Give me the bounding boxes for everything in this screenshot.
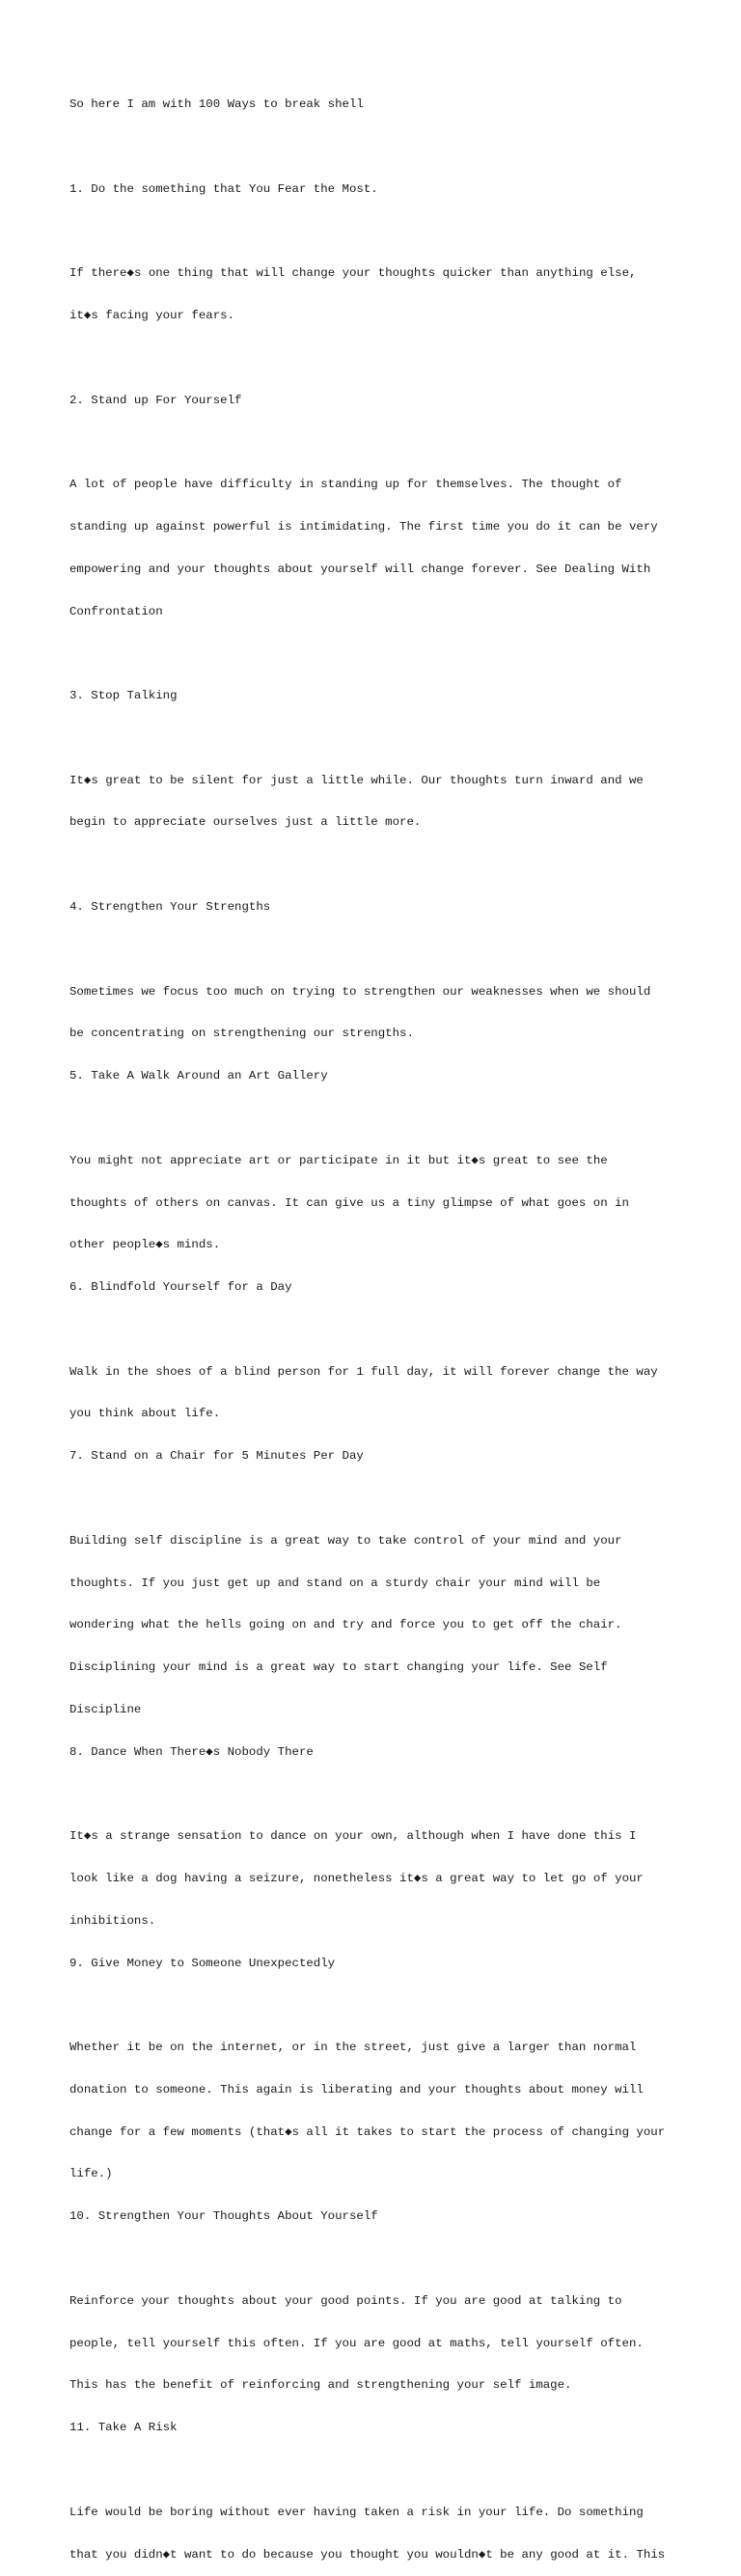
section-heading-6: 6. Blindfold Yourself for a Day <box>69 1280 292 1295</box>
paragraph-line: Life would be boring without ever having taken a risk in your life. Do something <box>69 2505 644 2519</box>
paragraph-line: Building self discipline is a great way to take control of your mind and your <box>69 1533 622 1548</box>
paragraph-line: it◆s facing your fears. <box>69 309 235 323</box>
paragraph-line: standing up against powerful is intimidating. The first time you do it can be very <box>69 520 658 534</box>
paragraph-line: You might not appreciate art or participate in it but it◆s great to see the <box>69 1153 608 1167</box>
section-heading-1: 1. Do the something that You Fear the Most. <box>69 181 378 196</box>
blank-line <box>69 351 687 366</box>
section-heading-11: 11. Take A Risk <box>69 2421 178 2435</box>
blank-line <box>69 225 687 239</box>
blank-line <box>69 858 687 872</box>
paragraph-line: begin to appreciate ourselves just a little more. <box>69 815 422 830</box>
paragraph-line: other people◆s minds. <box>69 1238 221 1252</box>
paragraph-line: change for a few moments (that◆s all it takes to start the process of changing your <box>69 2124 666 2139</box>
paragraph-line: inhibitions. <box>69 1913 156 1928</box>
paragraph-line: thoughts of others on canvas. It can give us a tiny glimpse of what goes on in <box>69 1195 629 1210</box>
document-title: So here I am with 100 Ways to break shell <box>69 97 364 112</box>
paragraph-line: empowering and your thoughts about yourself will change forever. See Dealing With <box>69 562 651 576</box>
blank-line <box>69 943 687 957</box>
paragraph-line: Disciplining your mind is a great way to start changing your life. See Self <box>69 1660 608 1675</box>
paragraph-line: Sometimes we focus too much on trying to strengthen our weaknesses when we should <box>69 984 651 999</box>
paragraph-line: thoughts. If you just get up and stand on a sturdy chair your mind will be <box>69 1576 601 1590</box>
section-heading-2: 2. Stand up For Yourself <box>69 393 242 407</box>
paragraph-line: Confrontation <box>69 604 163 618</box>
section-heading-8: 8. Dance When There◆s Nobody There <box>69 1744 314 1759</box>
blank-line <box>69 1787 687 1801</box>
blank-line <box>69 1998 687 2013</box>
blank-line <box>69 646 687 661</box>
blank-line <box>69 435 687 450</box>
section-heading-7: 7. Stand on a Chair for 5 Minutes Per Day <box>69 1449 364 1464</box>
paragraph-line: It◆s a strange sensation to dance on your own, although when I have done this I <box>69 1829 637 1844</box>
paragraph-line: It◆s great to be silent for just a little while. Our thoughts turn inward and we <box>69 773 644 787</box>
paragraph-line: This has the benefit of reinforcing and strengthening your self image. <box>69 2378 572 2393</box>
paragraph-line: life.) <box>69 2167 113 2181</box>
blank-line <box>69 1492 687 1506</box>
paragraph-line: Walk in the shoes of a blind person for 1 full day, it will forever change the way <box>69 1364 658 1379</box>
paragraph-line: Whether it be on the internet, or in the street, just give a larger than normal <box>69 2041 637 2055</box>
paragraph-line: look like a dog having a seizure, nonetheless it◆s a great way to let go of your <box>69 1872 644 1885</box>
paragraph-line: A lot of people have difficulty in standing up for themselves. The thought of <box>69 478 622 492</box>
paragraph-line: Reinforce your thoughts about your good points. If you are good at talking to <box>69 2293 622 2308</box>
section-heading-3: 3. Stop Talking <box>69 689 178 703</box>
paragraph-line: Discipline <box>69 1702 142 1716</box>
blank-line <box>69 2252 687 2266</box>
paragraph-line: that you didn◆t want to do because you thought you wouldn◆t be any good at it. This <box>69 2547 666 2562</box>
section-heading-5: 5. Take A Walk Around an Art Gallery <box>69 1069 328 1083</box>
paragraph-line: donation to someone. This again is liberating and your thoughts about money will <box>69 2082 644 2096</box>
blank-line <box>69 1323 687 1337</box>
blank-line <box>69 731 687 746</box>
blank-line <box>69 140 687 154</box>
blank-line <box>69 1111 687 1126</box>
paragraph-line: you think about life. <box>69 1407 221 1421</box>
section-heading-4: 4. Strengthen Your Strengths <box>69 900 271 915</box>
blank-line <box>69 2463 687 2478</box>
paragraph-line: wondering what the hells going on and try and force you to get off the chair. <box>69 1618 622 1632</box>
document-page <box>69 69 687 2576</box>
paragraph-line: people, tell yourself this often. If you are good at maths, tell yourself often. <box>69 2336 644 2350</box>
section-heading-9: 9. Give Money to Someone Unexpectedly <box>69 1956 336 1970</box>
section-heading-10: 10. Strengthen Your Thoughts About Yourself <box>69 2209 378 2224</box>
paragraph-line: be concentrating on strengthening our strengths. <box>69 1027 414 1041</box>
paragraph-line: If there◆s one thing that will change your thoughts quicker than anything else, <box>69 266 637 281</box>
